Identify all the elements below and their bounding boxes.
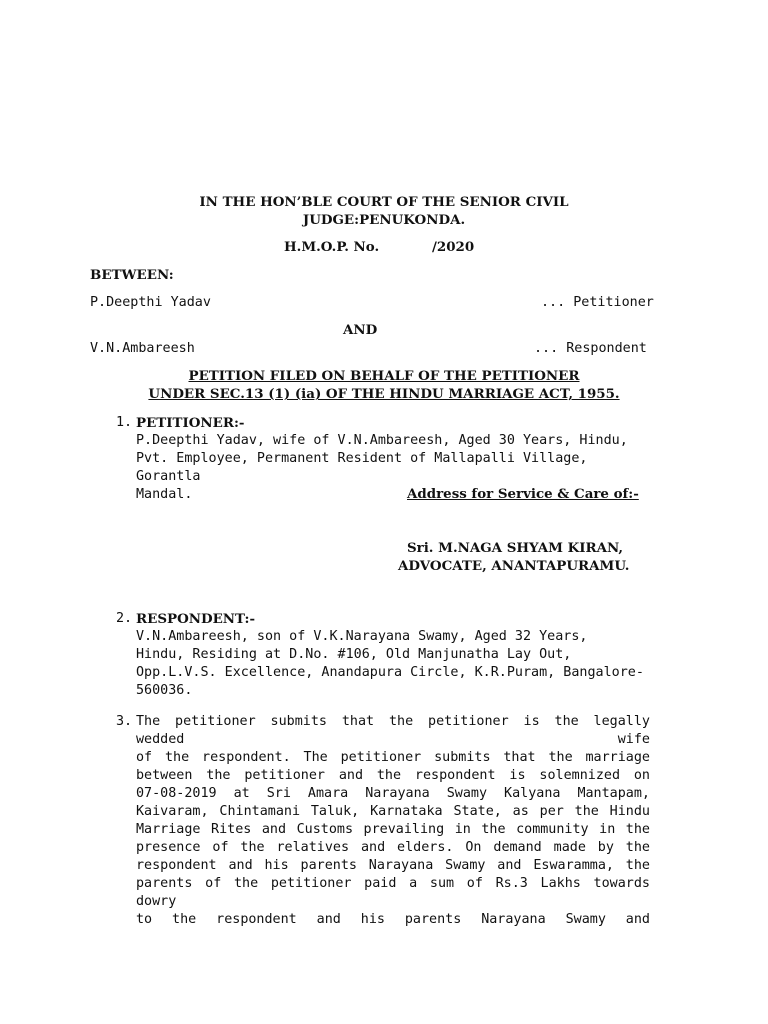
paragraph-line: Kaivaram, Chintamani Taluk, Karnataka State, as per the Hindu — [136, 804, 650, 819]
service-address-heading: Address for Service & Care of:- — [407, 486, 639, 502]
respondent-details-line: 560036. — [136, 683, 193, 698]
section-number-3: 3. — [116, 714, 133, 729]
and-label: AND — [343, 322, 378, 338]
petitioner-details-line: Mandal. — [136, 487, 193, 502]
respondent-name: V.N.Ambareesh — [90, 341, 195, 356]
respondent-heading: RESPONDENT:- — [136, 611, 256, 627]
respondent-details-line: V.N.Ambareesh, son of V.K.Narayana Swamy, Aged 32 Years, — [136, 629, 588, 644]
respondent-details-line: Hindu, Residing at D.No. #106, Old Manjunatha Lay Out, — [136, 647, 572, 662]
court-heading-line2: JUDGE:PENUKONDA. — [302, 212, 466, 228]
paragraph-line: presence of the relatives and elders. On demand made by the — [136, 840, 650, 855]
respondent-details — [136, 628, 650, 700]
paragraph-line: The petitioner submits that the petitioner is the legally wedded wife — [136, 714, 650, 747]
case-number-label: H.M.O.P. No. — [284, 239, 380, 255]
court-heading-line1: IN THE HON’BLE COURT OF THE SENIOR CIVIL — [199, 194, 569, 210]
paragraph-line: to the respondent and his parents Narayana Swamy and — [136, 912, 650, 927]
between-label: BETWEEN: — [90, 267, 174, 283]
petitioner-name: P.Deepthi Yadav — [90, 295, 211, 310]
paragraph-line: 07-08-2019 at Sri Amara Narayana Swamy Kalyana Mantapam, — [136, 786, 650, 801]
petitioner-details-line: Pvt. Employee, Permanent Resident of Mallapalli Village, Gorantla — [136, 451, 588, 484]
petition-title-line1: PETITION FILED ON BEHALF OF THE PETITIONER — [188, 368, 580, 384]
paragraph-line: between the petitioner and the respondent is solemnized on — [136, 768, 650, 783]
paragraph-3 — [136, 713, 650, 929]
section-number-2: 2. — [116, 611, 133, 626]
respondent-role: ... Respondent — [534, 341, 647, 356]
respondent-details-line: Opp.L.V.S. Excellence, Anandapura Circle, K.R.Puram, Bangalore- — [136, 665, 644, 680]
paragraph-line: Marriage Rites and Customs prevailing in the community in the — [136, 822, 650, 837]
petition-title-line2: UNDER SEC.13 (1) (ia) OF THE HINDU MARRIAGE ACT, 1955. — [148, 386, 620, 402]
paragraph-line: of the respondent. The petitioner submits that the marriage — [136, 750, 650, 765]
paragraph-line: parents of the petitioner paid a sum of Rs.3 Lakhs towards dowry — [136, 876, 650, 909]
case-number-year: /2020 — [432, 239, 475, 255]
petitioner-role: ... Petitioner — [541, 295, 654, 310]
petitioner-details-line: P.Deepthi Yadav, wife of V.N.Ambareesh, Aged 30 Years, Hindu, — [136, 433, 628, 448]
section-number-1: 1. — [116, 415, 133, 430]
advocate-name: Sri. M.NAGA SHYAM KIRAN, — [407, 540, 624, 556]
petitioner-heading: PETITIONER:- — [136, 415, 245, 431]
paragraph-line: respondent and his parents Narayana Swamy and Eswaramma, the — [136, 858, 650, 873]
advocate-location: ADVOCATE, ANANTAPURAMU. — [398, 558, 630, 574]
